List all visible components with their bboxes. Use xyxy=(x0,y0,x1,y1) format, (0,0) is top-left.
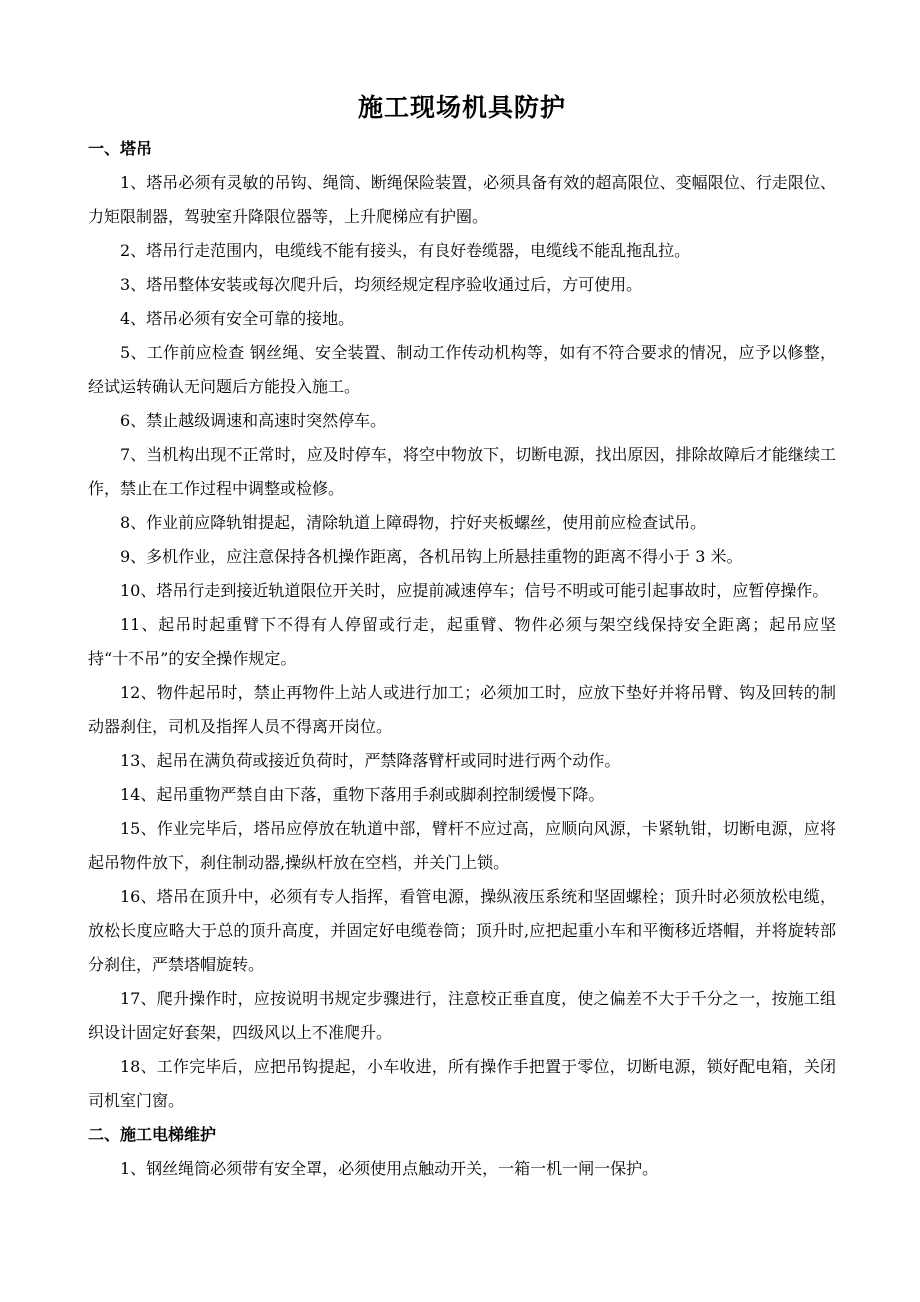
paragraph: 5、工作前应检查 钢丝绳、安全装置、制动工作传动机构等，如有不符合要求的情况，应予以修整，经试运转确认无问题后方能投入施工。 xyxy=(88,343,836,396)
paragraph: 18、工作完毕后，应把吊钩提起，小车收进，所有操作手把置于零位，切断电源，锁好配电箱，关闭司机室门窗。 xyxy=(88,1057,836,1110)
paragraph: 14、起吊重物严禁自由下落，重物下落用手刹或脚刹控制缓慢下降。 xyxy=(120,785,605,804)
section-heading: 一、塔吊 xyxy=(88,139,153,158)
paragraph: 17、爬升操作时，应按说明书规定步骤进行，注意校正垂直度，使之偏差不大于千分之一，按施工组织设计固定好套架，四级风以上不准爬升。 xyxy=(88,989,836,1042)
paragraph: 6、禁止越级调速和高速时突然停车。 xyxy=(120,411,387,430)
paragraph: 12、物件起吊时，禁止再物件上站人或进行加工；必须加工时，应放下垫好并将吊臂、钩及回转的制动器刹住，司机及指挥人员不得离开岗位。 xyxy=(88,683,836,736)
paragraph: 4、塔吊必须有安全可靠的接地。 xyxy=(120,309,355,328)
document-title: 施工现场机具防护 xyxy=(357,93,566,122)
paragraph: 1、钢丝绳筒必须带有安全罩，必须使用点触动开关，一箱一机一闸一保护。 xyxy=(120,1159,659,1178)
section-construction-elevator xyxy=(88,1118,836,1186)
paragraph: 2、塔吊行走范围内，电缆线不能有接头，有良好卷缆器，电缆线不能乱拖乱拉。 xyxy=(120,241,691,260)
paragraph: 15、作业完毕后，塔吊应停放在轨道中部，臂杆不应过高，应顺向风源，卡紧轨钳，切断电源，应将起吊物件放下，刹住制动器,操纵杆放在空档，并关门上锁。 xyxy=(88,819,836,872)
paragraph: 11、起吊时起重臂下不得有人停留或行走，起重臂、物件必须与架空线保持安全距离；起吊应坚持“十不吊”的安全操作规定。 xyxy=(88,615,836,668)
section-heading: 二、施工电梯维护 xyxy=(88,1125,217,1144)
paragraph: 10、塔吊行走到接近轨道限位开关时，应提前减速停车；信号不明或可能引起事故时，应暂停操作。 xyxy=(120,581,829,600)
paragraph: 7、当机构出现不正常时，应及时停车，将空中物放下，切断电源，找出原因，排除故障后才能继续工作，禁止在工作过程中调整或检修。 xyxy=(88,445,836,498)
paragraph: 16、塔吊在顶升中，必须有专人指挥，看管电源，操纵液压系统和坚固螺栓；顶升时必须放松电缆，放松长度应略大于总的顶升高度，并固定好电缆卷筒；顶升时,应把起重小车和平衡移近塔帽，并将旋转部分刹住，严禁塔帽旋转。 xyxy=(88,887,836,974)
paragraph: 8、作业前应降轨钳提起，清除轨道上障碍物，拧好夹板螺丝，使用前应检查试吊。 xyxy=(120,513,707,532)
paragraph: 1、塔吊必须有灵敏的吊钩、绳筒、断绳保险装置，必须具备有效的超高限位、变幅限位、行走限位、力矩限制器，驾驶室升降限位器等，上升爬梯应有护圈。 xyxy=(88,173,836,226)
paragraph: 3、塔吊整体安装或每次爬升后，均须经规定程序验收通过后，方可使用。 xyxy=(120,275,643,294)
paragraph: 9、多机作业，应注意保持各机操作距离，各机吊钩上所悬挂重物的距离不得小于 3 米。 xyxy=(120,547,743,566)
section-tower-crane xyxy=(88,132,836,1118)
paragraph: 13、起吊在满负荷或接近负荷时，严禁降落臂杆或同时进行两个动作。 xyxy=(120,751,621,770)
